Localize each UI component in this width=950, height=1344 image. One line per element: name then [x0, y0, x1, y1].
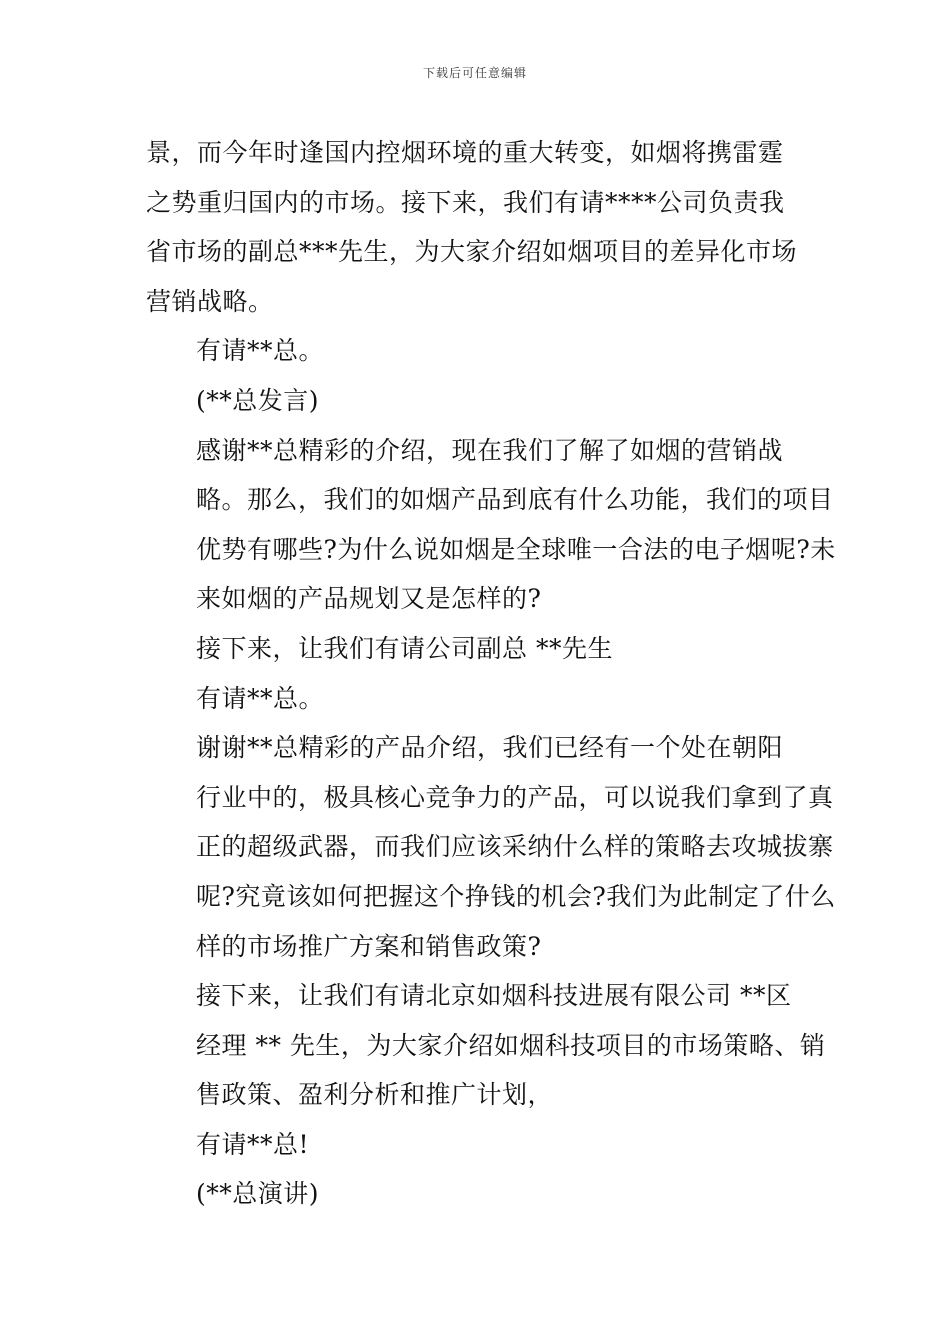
- paragraph-intro: [146, 128, 810, 326]
- text-line: 有请**总。: [196, 336, 325, 366]
- text-line: 感谢**总精彩的介绍，现在我们了解了如烟的营销战: [196, 435, 784, 465]
- paragraph-thanks-2: [146, 723, 836, 971]
- text-line: 来如烟的产品规划又是怎样的?: [196, 584, 542, 614]
- text-line: 优势有哪些?为什么说如烟是全球唯一合法的电子烟呢?未: [196, 534, 836, 564]
- paragraph-next-speaker-1: [146, 624, 810, 674]
- text-line: (**总发言): [196, 385, 320, 415]
- document-body: [146, 128, 836, 1219]
- text-line: 营销战略。: [146, 286, 274, 316]
- paragraph-invite-1: [146, 326, 810, 376]
- text-line: 之势重归国内的市场。接下来，我们有请****公司负责我: [146, 187, 785, 217]
- text-line: 行业中的，极具核心竞争力的产品，可以说我们拿到了真: [196, 782, 834, 812]
- text-line: 谢谢**总精彩的产品介绍，我们已经有一个处在朝阳: [196, 733, 784, 763]
- text-line: 样的市场推广方案和销售政策?: [196, 931, 542, 961]
- paragraph-next-speaker-2: [146, 971, 826, 1120]
- text-line: 有请**总。: [196, 683, 325, 713]
- text-line: 售政策、盈利分析和推广计划，: [196, 1080, 554, 1110]
- paragraph-speech-note-1: [146, 376, 810, 426]
- paragraph-invite-3: [146, 1120, 810, 1170]
- text-line: 接下来，让我们有请公司副总 **先生: [196, 633, 613, 663]
- text-line: 有请**总!: [196, 1129, 310, 1159]
- page-header-note: 下载后可任意编辑: [422, 66, 527, 80]
- text-line: 省市场的副总***先生，为大家介绍如烟项目的差异化市场: [146, 237, 798, 267]
- text-line: 正的超级武器，而我们应该采纳什么样的策略去攻城拔寨: [196, 832, 834, 862]
- paragraph-speech-note-2: [146, 1169, 810, 1219]
- text-line: 略。那么，我们的如烟产品到底有什么功能，我们的项目: [196, 485, 834, 515]
- text-line: (**总演讲): [196, 1179, 320, 1209]
- text-line: 呢?究竟该如何把握这个挣钱的机会?我们为此制定了什么: [196, 881, 836, 911]
- paragraph-invite-2: [146, 674, 810, 724]
- text-line: 接下来，让我们有请北京如烟科技进展有限公司 **区: [196, 981, 792, 1011]
- paragraph-thanks-1: [146, 426, 836, 624]
- text-line: 经理 ** 先生，为大家介绍如烟科技项目的市场策略、销: [196, 1030, 826, 1060]
- text-line: 景，而今年时逢国内控烟环境的重大转变，如烟将携雷霆: [146, 138, 784, 167]
